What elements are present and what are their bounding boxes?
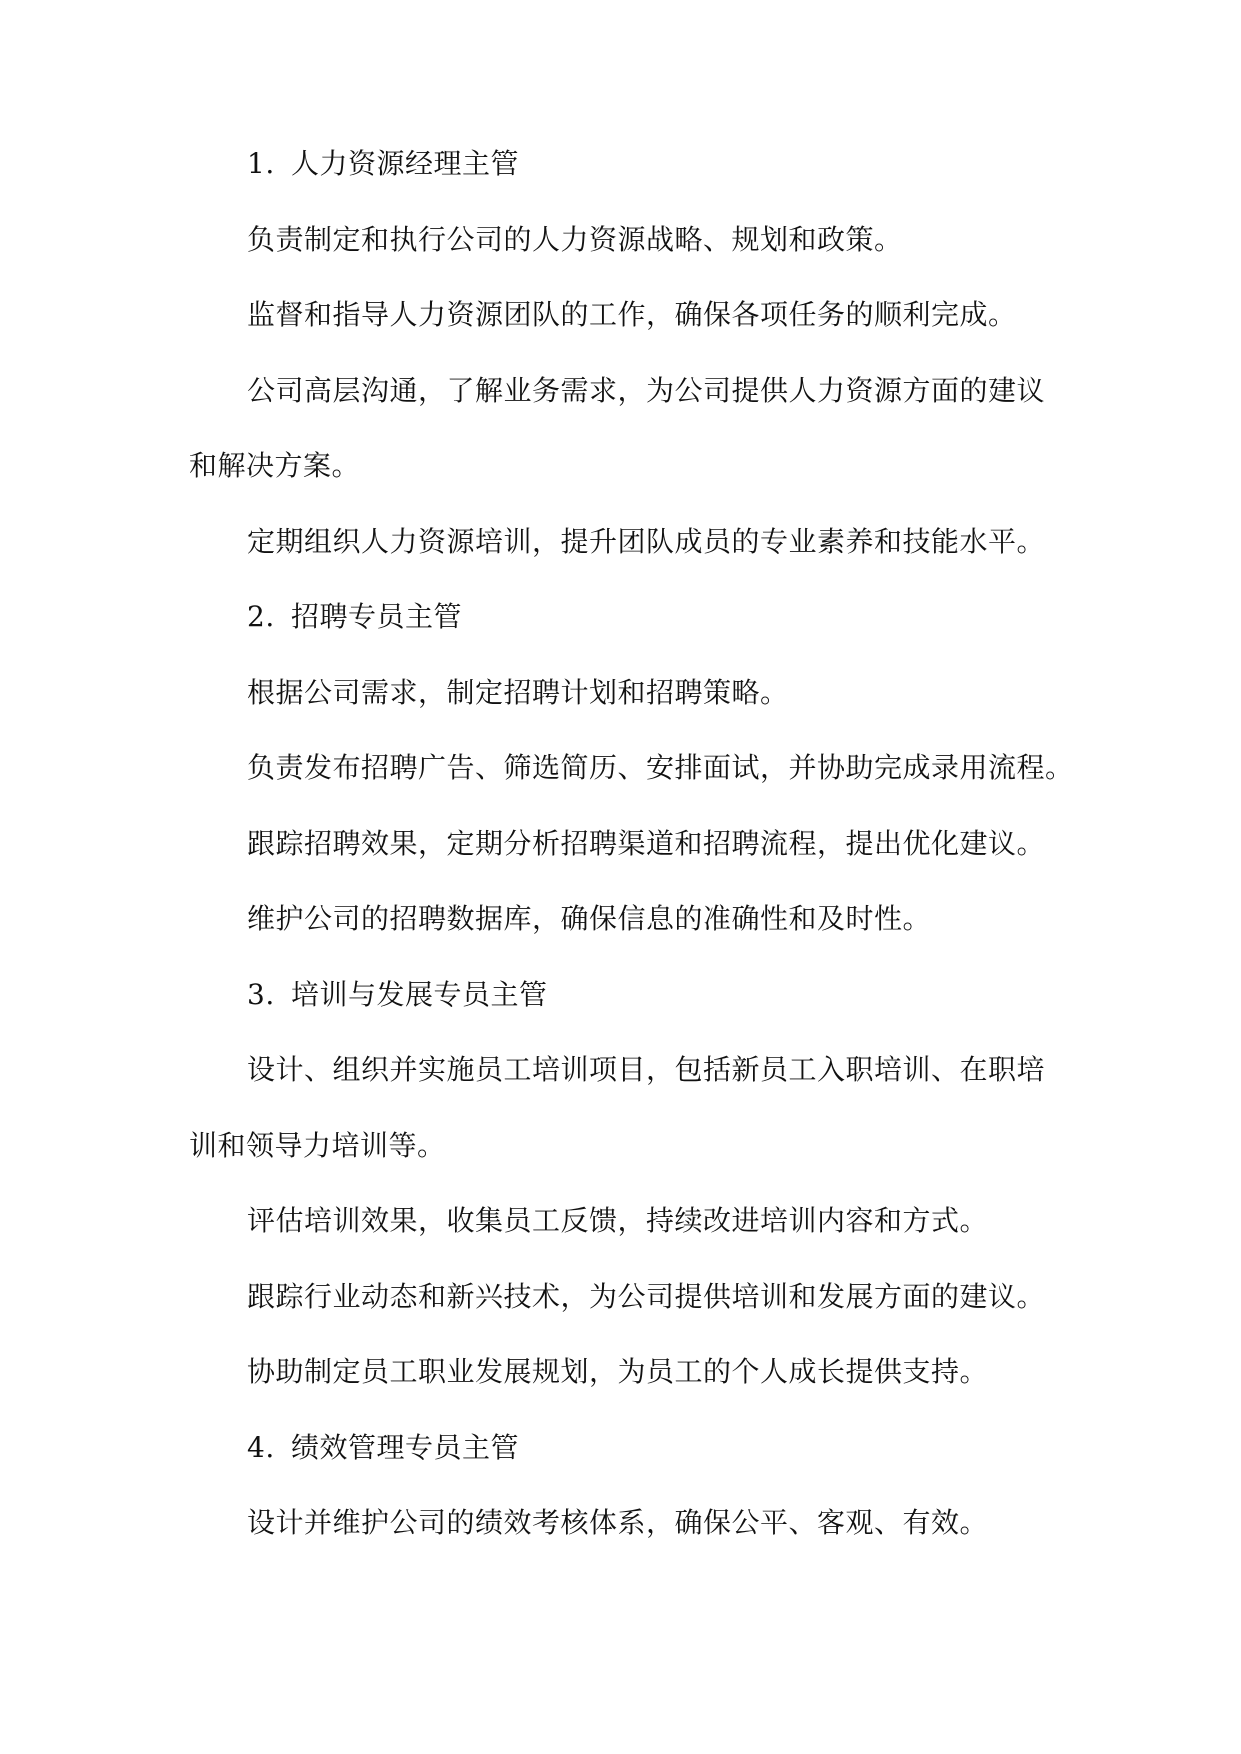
section-title: 招聘专员主管 [291, 600, 463, 633]
section-title: 培训与发展专员主管 [291, 977, 548, 1011]
paragraph-line: 监督和指导人力资源团队的工作，确保各项任务的顺利完成。 [247, 298, 1017, 331]
paragraph-line: 设计并维护公司的绩效考核体系，确保公平、客观、有效。 [247, 1506, 989, 1539]
paragraph-line: 设计、组织并实施员工培训项目，包括新员工入职培训、在职培 [247, 1053, 1046, 1086]
paragraph-line: 跟踪行业动态和新兴技术，为公司提供培训和发展方面的建议。 [247, 1279, 1046, 1313]
paragraph-line: 公司高层沟通，了解业务需求，为公司提供人力资源方面的建议 [247, 373, 1046, 407]
section-title: 绩效管理专员主管 [291, 1430, 520, 1464]
section-number: 2. [247, 600, 275, 633]
paragraph-line: 根据公司需求，制定招聘计划和招聘策略。 [247, 675, 789, 709]
section-title: 人力资源经理主管 [291, 147, 520, 180]
section-heading-4 [189, 1428, 1055, 1504]
section-heading-1 [189, 144, 1055, 220]
section-number: 1. [247, 147, 275, 180]
paragraph-line: 协助制定员工职业发展规划，为员工的个人成长提供支持。 [247, 1355, 989, 1388]
paragraph-line: 跟踪招聘效果，定期分析招聘渠道和招聘流程，提出优化建议。 [247, 826, 1046, 860]
paragraph-line-continued: 和解决方案。 [189, 449, 361, 482]
paragraph-line: 负责发布招聘广告、筛选简历、安排面试，并协助完成录用流程。 [247, 751, 1074, 784]
paragraph-line-continued: 训和领导力培训等。 [189, 1128, 446, 1162]
section-heading-3 [189, 975, 1055, 1051]
paragraph-line: 定期组织人力资源培训，提升团队成员的专业素养和技能水平。 [247, 524, 1046, 558]
section-number: 4. [247, 1430, 275, 1464]
document-body [189, 144, 1074, 1579]
section-heading-2 [189, 597, 1055, 673]
paragraph-line: 维护公司的招聘数据库，确保信息的准确性和及时性。 [247, 902, 932, 935]
paragraph-line: 评估培训效果，收集员工反馈，持续改进培训内容和方式。 [247, 1204, 989, 1237]
section-number: 3. [247, 977, 275, 1011]
paragraph-line: 负责制定和执行公司的人力资源战略、规划和政策。 [247, 222, 903, 256]
